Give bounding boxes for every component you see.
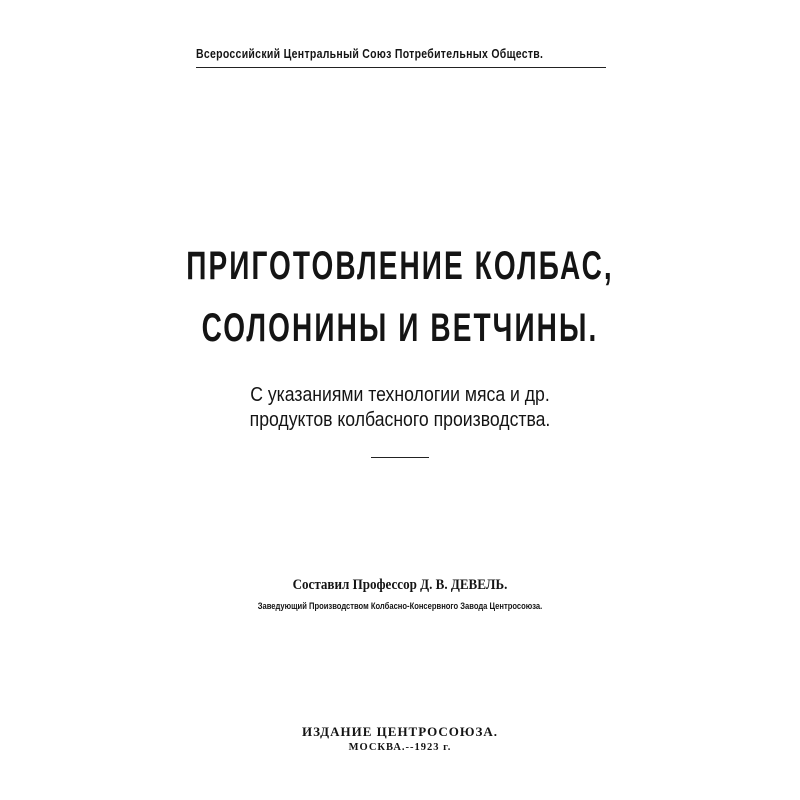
- book-title-line-2: СОЛОНИНЫ И ВЕТЧИНЫ.: [201, 306, 599, 350]
- book-subtitle-line-1: С указаниями технологии мяса и др.: [250, 383, 550, 406]
- book-title-line-1: ПРИГОТОВЛЕНИЕ КОЛБАС,: [186, 244, 614, 288]
- publisher-imprint: ИЗДАНИЕ ЦЕНТРОСОЮЗА.: [302, 724, 498, 739]
- header-underline: [196, 67, 606, 68]
- book-subtitle-line-2: продуктов колбасного производства.: [249, 408, 551, 431]
- section-divider: [371, 457, 429, 458]
- author-position: Заведующий Производством Колбасно-Консервного Завода Центросоюза.: [257, 601, 543, 612]
- place-and-year: МОСКВА.--1923 г.: [348, 742, 452, 753]
- publisher-organization-header: Всероссийский Центральный Союз Потребительных Обществ.: [196, 47, 544, 61]
- author-credit: Составил Профессор Д. В. ДЕВЕЛЬ.: [292, 577, 508, 593]
